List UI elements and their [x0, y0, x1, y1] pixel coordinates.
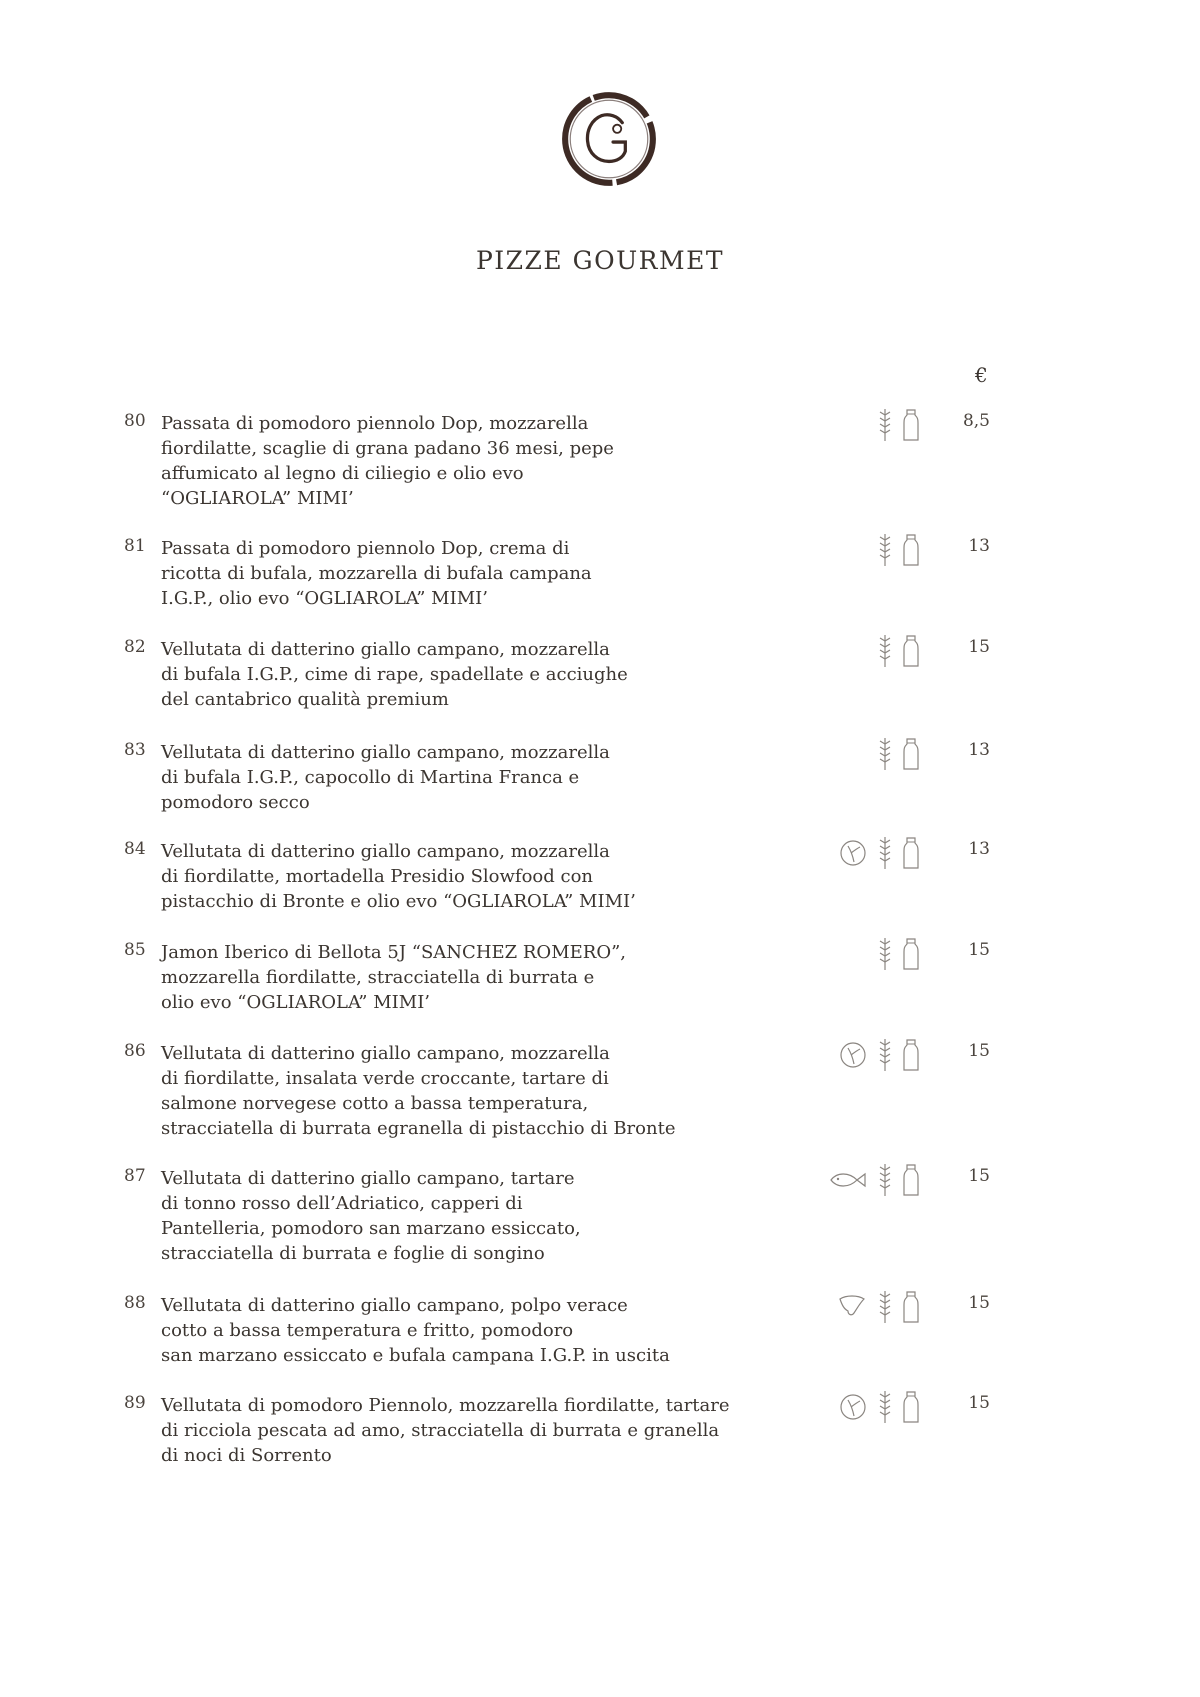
item-price: 13: [968, 740, 990, 760]
item-number: 80: [124, 411, 146, 431]
allergen-icons: [838, 1387, 920, 1427]
item-price: 15: [968, 1393, 990, 1413]
lactose-icon: [902, 936, 920, 972]
item-number: 83: [124, 740, 146, 760]
item-description: Passata di pomodoro piennolo Dop, mozzarella fiordilatte, scaglie di grana padano 36 mesi, pepe affumicato al legno di ciliegio e olio evo “OGLIAROLA” MIMI’: [161, 413, 614, 509]
item-price: 8,5: [962, 411, 990, 431]
currency-symbol: €: [975, 363, 988, 387]
item-price: 15: [968, 637, 990, 657]
lactose-icon: [902, 835, 920, 871]
allergen-icons: [876, 934, 920, 974]
lactose-icon: [902, 633, 920, 669]
item-price: 13: [968, 536, 990, 556]
item-price: 15: [968, 1041, 990, 1061]
lactose-icon: [902, 532, 920, 568]
gluten-icon: [876, 407, 894, 443]
item-description: Vellutata di datterino giallo campano, polpo verace cotto a bassa temperatura e fritto, pomodoro san marzano essiccato e bufala campana I.G.P. in uscita: [161, 1295, 670, 1366]
gluten-icon: [876, 936, 894, 972]
lactose-icon: [902, 1162, 920, 1198]
gluten-icon: [876, 736, 894, 772]
item-description: Jamon Iberico di Bellota 5J “SANCHEZ ROMERO”, mozzarella fiordilatte, stracciatella di burrata e olio evo “OGLIAROLA” MIMI’: [161, 942, 626, 1013]
item-number: 85: [124, 940, 146, 960]
allergen-icons: [876, 734, 920, 774]
item-price: 15: [968, 1166, 990, 1186]
allergen-icons: [876, 405, 920, 445]
item-number: 87: [124, 1166, 146, 1186]
gluten-icon: [876, 835, 894, 871]
allergen-icons: [876, 631, 920, 671]
nuts-icon: [838, 835, 868, 871]
gluten-icon: [876, 1289, 894, 1325]
allergen-icons: [876, 530, 920, 570]
item-price: 15: [968, 1293, 990, 1313]
allergen-icons: [838, 1035, 920, 1075]
gluten-icon: [876, 1162, 894, 1198]
lactose-icon: [902, 1389, 920, 1425]
item-number: 86: [124, 1041, 146, 1061]
item-description: Vellutata di pomodoro Piennolo, mozzarella fiordilatte, tartare di ricciola pescata ad amo, stracciatella di burrata e granella di noci di Sorrento: [161, 1395, 730, 1466]
item-description: Passata di pomodoro piennolo Dop, crema di ricotta di bufala, mozzarella di bufala campana I.G.P., olio evo “OGLIAROLA” MIMI’: [161, 538, 592, 609]
mollusc-icon: [836, 1289, 868, 1325]
item-number: 89: [124, 1393, 146, 1413]
gluten-icon: [876, 1389, 894, 1425]
gluten-icon: [876, 532, 894, 568]
item-description: Vellutata di datterino giallo campano, mozzarella di bufala I.G.P., capocollo di Martina Franca e pomodoro secco: [161, 742, 610, 813]
lactose-icon: [902, 736, 920, 772]
item-description: Vellutata di datterino giallo campano, mozzarella di fiordilatte, mortadella Presidio Slowfood con pistacchio di Bronte e olio evo “OGLIAROLA” MIMI’: [161, 841, 636, 912]
item-price: 15: [968, 940, 990, 960]
item-number: 81: [124, 536, 146, 556]
gluten-icon: [876, 1037, 894, 1073]
allergen-icons: [838, 833, 920, 873]
allergen-icons: [836, 1287, 920, 1327]
item-price: 13: [968, 839, 990, 859]
brand-logo: [558, 88, 660, 190]
item-description: Vellutata di datterino giallo campano, mozzarella di fiordilatte, insalata verde croccante, tartare di salmone norvegese cotto a bassa temperatura, stracciatella di burrata egranella di pistacchio di Bronte: [161, 1043, 676, 1139]
lactose-icon: [902, 407, 920, 443]
item-number: 82: [124, 637, 146, 657]
item-number: 88: [124, 1293, 146, 1313]
gluten-icon: [876, 633, 894, 669]
nuts-icon: [838, 1389, 868, 1425]
fish-icon: [828, 1162, 868, 1198]
section-title: PIZZE GOURMET: [475, 246, 724, 275]
nuts-icon: [838, 1037, 868, 1073]
lactose-icon: [902, 1289, 920, 1325]
allergen-icons: [828, 1160, 920, 1200]
item-number: 84: [124, 839, 146, 859]
item-description: Vellutata di datterino giallo campano, mozzarella di bufala I.G.P., cime di rape, spadellate e acciughe del cantabrico qualità premium: [161, 639, 628, 710]
lactose-icon: [902, 1037, 920, 1073]
item-description: Vellutata di datterino giallo campano, tartare di tonno rosso dell’Adriatico, capperi di Pantelleria, pomodoro san marzano essiccato, stracciatella di burrata e foglie di songino: [161, 1168, 581, 1264]
